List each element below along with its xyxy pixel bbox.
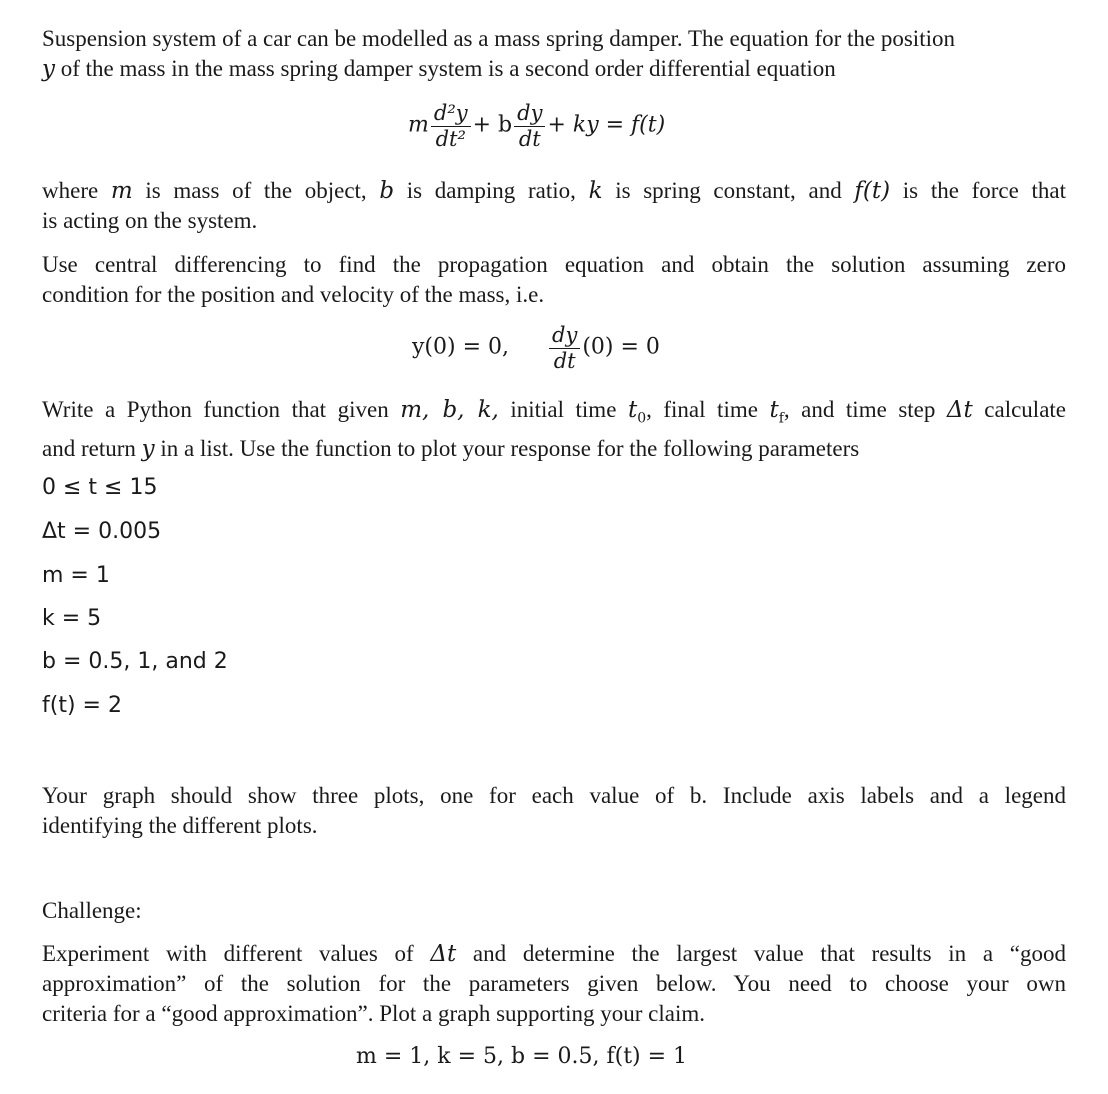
definitions-paragraph — [42, 176, 1066, 236]
intro-line-2-text: of the mass in the mass spring damper system is a second order differential equation — [55, 56, 836, 81]
task-tf-sub: f — [778, 410, 784, 427]
def-t2: is damping ratio, — [394, 178, 589, 203]
eq-dt: dt — [518, 127, 541, 151]
task-t2: , final time — [646, 397, 770, 422]
task-l2b: in a list. Use the function to plot your response for the following parameters — [154, 435, 860, 461]
def-t1: is mass of the object, — [132, 178, 380, 203]
task-t3: , and time step — [783, 397, 947, 422]
intro-line-1: Suspension system of a car can be modelled as a mass spring damper. The equation for the position — [42, 26, 955, 51]
challenge-l1a: Experiment with different values of — [42, 941, 431, 966]
eq-m: m — [408, 112, 429, 138]
graph-instructions — [42, 781, 1066, 841]
task-line-1 — [42, 395, 1066, 434]
task-t4: calculate — [972, 397, 1067, 422]
eq-dt2: dt² — [435, 127, 466, 151]
graph-line-1: Your graph should show three plots, one for each value of b. Include axis labels and a legend — [42, 783, 1066, 808]
eq-rest: + ky = f(t) — [547, 112, 666, 138]
eq-plus-b: + b — [472, 112, 513, 138]
eq-second-derivative — [431, 100, 471, 151]
challenge-dt: Δt — [430, 941, 457, 967]
def-k: k — [588, 178, 603, 204]
task-l2a: and return — [42, 435, 142, 461]
task-y: y — [141, 435, 155, 462]
def-t3: is spring constant, and — [602, 178, 855, 203]
task-dt: Δt — [946, 397, 973, 423]
ic-dy: dy — [552, 323, 578, 347]
challenge-paragraph — [42, 939, 1066, 1029]
challenge-equation: m = 1, k = 5, b = 0.5, f(t) = 1 — [356, 1044, 688, 1069]
var-y: y — [42, 56, 55, 82]
task-paragraph — [42, 395, 1066, 464]
intro-paragraph — [42, 24, 1066, 84]
differential-equation — [408, 100, 665, 151]
eq-dy: dy — [517, 101, 543, 125]
challenge-heading: Challenge: — [42, 898, 142, 923]
ic-position: y(0) = 0, — [412, 334, 510, 360]
param-damping: b = 0.5, 1, and 2 — [42, 649, 228, 674]
param-mass: m = 1 — [42, 563, 110, 588]
challenge-line-2: approximation” of the solution for the parameters given below. You need to choose your own — [42, 971, 1066, 996]
challenge-line-1 — [42, 939, 1066, 969]
eq-d2y: d²y — [433, 101, 468, 125]
param-time-step: Δt = 0.005 — [42, 519, 162, 544]
param-spring-constant: k = 5 — [42, 606, 102, 631]
method-line-2: condition for the position and velocity of the mass, i.e. — [42, 282, 545, 307]
task-t0-sub: 0 — [637, 410, 647, 427]
ic-velocity-derivative — [549, 322, 580, 373]
method-paragraph — [42, 250, 1066, 310]
initial-conditions — [412, 322, 660, 373]
def-where: where — [42, 178, 111, 203]
challenge-line-3: criteria for a “good approximation”. Plot a graph supporting your claim. — [42, 1001, 705, 1026]
task-t0-symbol: t — [627, 397, 638, 423]
task-line-2 — [42, 434, 1066, 464]
definitions-line-1 — [42, 176, 1066, 206]
task-tf-symbol: t — [769, 397, 779, 423]
ic-dt: dt — [553, 349, 576, 373]
def-b: b — [379, 178, 395, 204]
task-t1: initial time — [498, 397, 628, 422]
task-params: m, b, k, — [400, 397, 499, 423]
def-m: m — [110, 178, 133, 204]
eq-first-derivative — [514, 100, 545, 151]
graph-line-2: identifying the different plots. — [42, 813, 318, 838]
def-f: f(t) — [854, 178, 891, 204]
method-line-1: Use central differencing to find the propagation equation and obtain the solution assuming zero — [42, 252, 1066, 277]
challenge-l1b: and determine the largest value that results in a “good — [456, 941, 1066, 966]
definitions-line-2: is acting on the system. — [42, 208, 258, 233]
task-t0: Write a Python function that given — [42, 397, 401, 422]
def-t4: is the force that — [890, 178, 1067, 203]
param-force: f(t) = 2 — [42, 693, 122, 718]
param-time-range: 0 ≤ t ≤ 15 — [42, 475, 158, 500]
intro-line-2 — [42, 54, 1066, 84]
ic-velocity: (0) = 0 — [582, 334, 660, 360]
